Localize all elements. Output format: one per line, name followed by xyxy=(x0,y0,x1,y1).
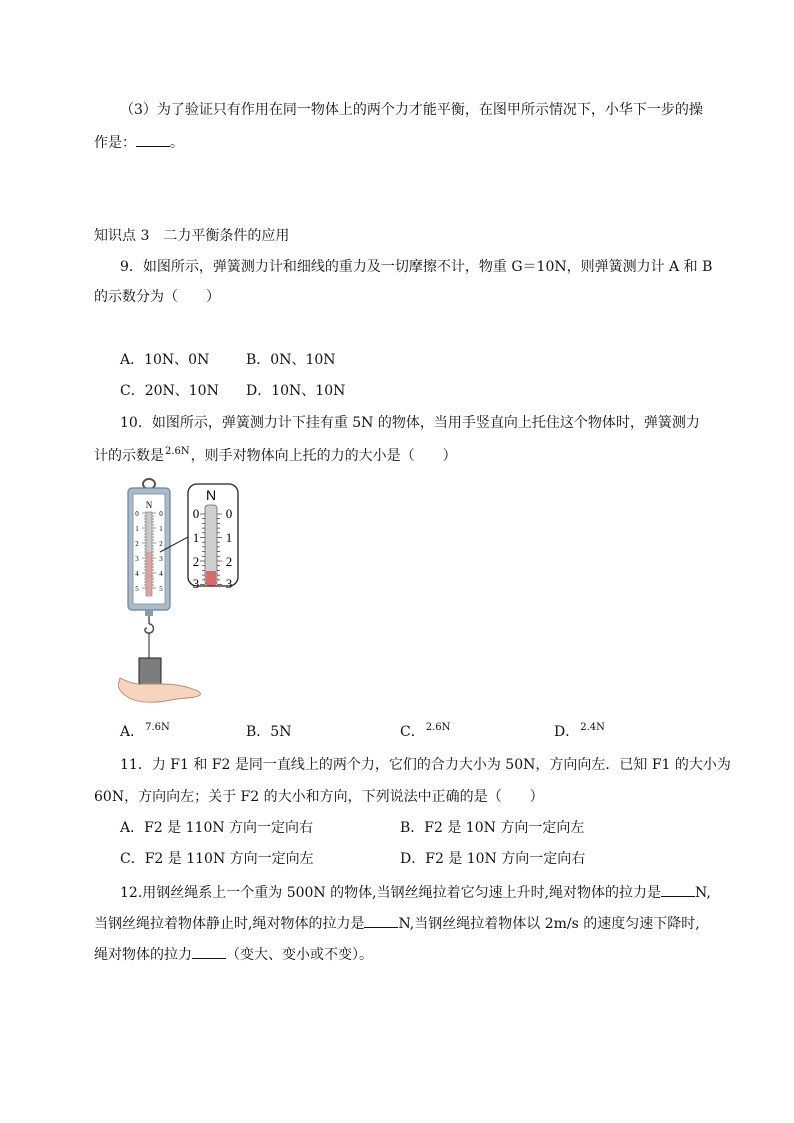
q12-line2 xyxy=(94,913,700,934)
small-scale-left-0: 0 xyxy=(135,510,139,518)
small-scale-left-5: 5 xyxy=(135,585,139,593)
small-unit-label: N xyxy=(145,500,153,510)
big-scale-left-0: 0 xyxy=(192,506,200,521)
q8-part3-line1: （3）为了验证只有作用在同一物体上的两个力才能平衡，在图甲所示情况下，小华下一步的操 xyxy=(120,102,703,118)
q10-option-b-letter: B． xyxy=(246,724,271,740)
q10-option-c-value: 2.6N xyxy=(425,722,451,733)
answer-blank[interactable] xyxy=(364,913,398,928)
q11-option-d[interactable]: D．F2 是 10N 方向一定向右 xyxy=(400,851,586,867)
q12-line2-prefix: 当钢丝绳拉着物体静止时,绳对物体的拉力是 xyxy=(94,916,365,932)
q10-option-c-letter: C． xyxy=(400,724,425,740)
q10-line2 xyxy=(94,446,457,468)
q10-option-d-value: 2.4N xyxy=(580,722,605,733)
q12-line3-prefix: 绳对物体的拉力 xyxy=(94,947,192,963)
q9-option-c[interactable]: C．20N、10N xyxy=(120,383,219,399)
small-scale-left-1: 1 xyxy=(135,525,139,533)
q9-option-a[interactable]: A．10N、0N xyxy=(120,352,210,368)
q10-option-a[interactable] xyxy=(120,722,171,744)
q9-line2: 的示数分为（ ） xyxy=(94,289,220,305)
q10-option-a-letter: A． xyxy=(120,724,145,740)
small-scale-right-4: 4 xyxy=(159,570,163,578)
q10-option-b-value: 5N xyxy=(270,724,292,740)
q10-reading-value: 2.6N xyxy=(165,446,190,457)
small-scale-left-3: 3 xyxy=(135,555,139,563)
big-scale-right-2: 2 xyxy=(225,554,233,569)
small-scale-left-4: 4 xyxy=(135,570,139,578)
weight-block xyxy=(139,658,161,684)
small-scale-right-2: 2 xyxy=(159,540,163,548)
q9-option-b[interactable]: B．0N、10N xyxy=(246,352,336,368)
q10-option-a-value: 7.6N xyxy=(145,722,170,733)
q10-suffix: ，则手对物体向上托的力的大小是（ ） xyxy=(190,448,457,464)
q11-option-a[interactable]: A．F2 是 110N 方向一定向右 xyxy=(120,820,314,836)
q10-option-c[interactable] xyxy=(400,722,451,744)
small-scale-right-3: 3 xyxy=(159,555,163,563)
section-title: 知识点 3 二力平衡条件的应用 xyxy=(94,228,290,244)
answer-blank[interactable] xyxy=(136,132,170,147)
q9-option-d[interactable]: D．10N、10N xyxy=(246,383,346,399)
q12-line1 xyxy=(120,882,711,903)
big-scale-left-2: 2 xyxy=(192,554,200,569)
q11-option-b[interactable]: B．F2 是 10N 方向一定向左 xyxy=(400,820,585,836)
q12-line1-suffix: N, xyxy=(695,885,711,901)
big-scale-right-0: 0 xyxy=(225,506,233,521)
q11-line1: 11．力 F1 和 F2 是同一直线上的两个力，它们的合力大小为 50N，方向向左．已知 F1 的大小为 xyxy=(120,757,731,773)
big-scale-left-1: 1 xyxy=(192,530,200,545)
big-scale-right-1: 1 xyxy=(225,530,233,545)
small-scale-left-2: 2 xyxy=(135,540,139,548)
q11-option-c[interactable]: C．F2 是 110N 方向一定向左 xyxy=(120,851,314,867)
q9-line1: 9．如图所示，弹簧测力计和细线的重力及一切摩擦不计，物重 G＝10N，则弹簧测力计 A 和 B xyxy=(120,259,713,275)
small-scale-right-1: 1 xyxy=(159,525,163,533)
q12-line3 xyxy=(94,944,373,965)
hook xyxy=(145,624,154,633)
answer-blank[interactable] xyxy=(192,944,226,959)
spring-scale-figure xyxy=(118,478,246,708)
big-scale-right-3: 3 xyxy=(225,576,233,591)
big-scale-left-3: 3 xyxy=(192,576,200,591)
q8-part3-prefix: 作是： xyxy=(94,135,136,151)
q11-line2: 60N，方向向左；关于 F2 的大小和方向，下列说法中正确的是（ ） xyxy=(94,789,544,805)
q12-line3-suffix: （变大、变小或不变）。 xyxy=(226,947,373,963)
big-unit-label: N xyxy=(205,487,217,503)
small-red-pointer-region xyxy=(147,552,152,596)
q8-part3-suffix: 。 xyxy=(170,135,184,151)
answer-blank[interactable] xyxy=(661,882,695,897)
big-red-pointer xyxy=(206,571,216,585)
q10-prefix: 计的示数是 xyxy=(94,448,164,464)
q10-option-b[interactable] xyxy=(246,722,291,742)
q12-line2-suffix: N,当钢丝绳拉着物体以 2m/s 的速度匀速下降时, xyxy=(398,916,700,932)
q10-line1: 10．如图所示，弹簧测力计下挂有重 5N 的物体，当用手竖直向上托住这个物体时，弹簧测力 xyxy=(120,415,700,431)
q10-option-d[interactable] xyxy=(554,722,606,744)
small-scale-right-0: 0 xyxy=(159,510,163,518)
q10-option-d-letter: D． xyxy=(554,724,580,740)
q8-part3-line2 xyxy=(94,132,184,153)
small-scale-right-5: 5 xyxy=(159,585,163,593)
q12-line1-prefix: 12.用钢丝绳系上一个重为 500N 的物体,当钢丝绳拉着它匀速上升时,绳对物体的拉力是 xyxy=(120,885,662,901)
bottom-mount xyxy=(145,610,153,616)
